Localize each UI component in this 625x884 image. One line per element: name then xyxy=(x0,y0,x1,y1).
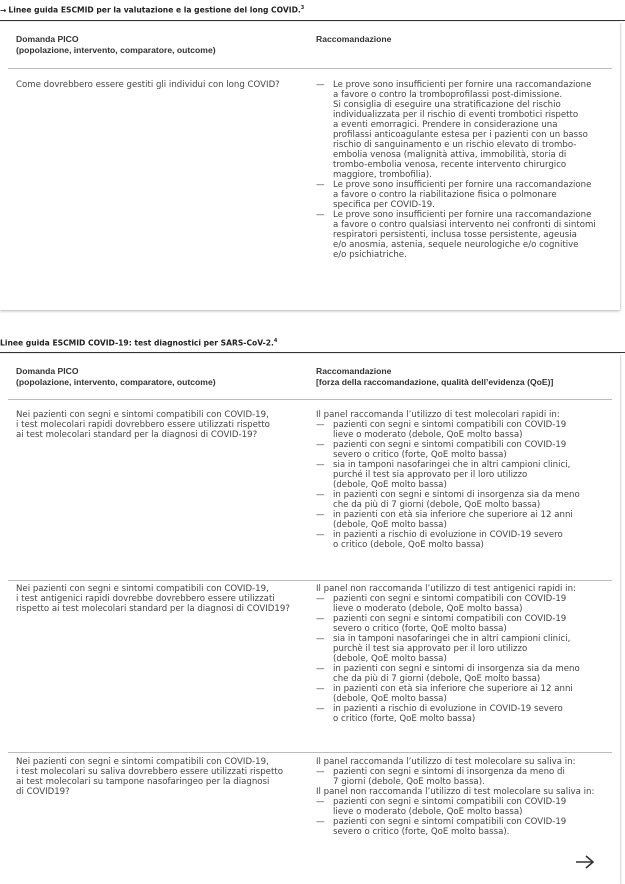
bullet-line: pazienti con segni e sintomi compatibili con COVID-19 xyxy=(333,420,567,430)
bullet-line: o critico (forte, QoE molto bassa) xyxy=(333,714,476,724)
table1-row1-question xyxy=(16,80,301,90)
table2-box xyxy=(0,354,620,884)
bullet-line: in pazienti con età sia inferiore che superiore ai 12 anni xyxy=(333,684,573,694)
table2-row1-question xyxy=(16,410,301,440)
bullet-line: rischio di sanguinamento e un rischio elevato di trombo- xyxy=(333,140,577,150)
bullet-line: purché il test sia approvato per il loro utilizzo xyxy=(333,470,528,480)
dash-icon: — xyxy=(316,767,325,777)
bullet-line: e/o anosmia, astenia, sequele neurologiche e/o cognitive xyxy=(333,240,579,250)
recommendation-intro: Il panel non raccomanda l’utilizzo di test molecolare su saliva in: xyxy=(316,787,595,797)
bullet-line: severo o critico (forte, QoE molto bassa) xyxy=(333,450,507,460)
recommendation-bullet xyxy=(316,510,616,530)
dash-icon: — xyxy=(316,210,325,220)
dash-icon: — xyxy=(316,594,325,604)
recommendation-bullet xyxy=(316,210,616,260)
question-line: di COVID19? xyxy=(16,787,70,797)
bullet-line: in pazienti con età sia inferiore che superiore ai 12 anni xyxy=(333,510,573,520)
bullet-line: in pazienti a rischio di evoluzione in COVID-19 severo xyxy=(333,704,563,714)
table1-box xyxy=(0,22,620,310)
recommendation-bullet xyxy=(316,180,616,210)
bullet-line: pazienti con segni e sintomi compatibili con COVID-19 xyxy=(333,594,567,604)
question-line: Nei pazienti con segni e sintomi compatibili con COVID-19, xyxy=(16,410,269,420)
bullet-line: specifica per COVID-19. xyxy=(333,200,435,210)
recommendation-intro: Il panel non raccomanda l’utilizzo di test antigenici rapidi in: xyxy=(316,584,576,594)
recommendation-bullet xyxy=(316,614,616,634)
bullet-line: a favore o contro la riabilitazione fisica o polmonare xyxy=(333,190,557,200)
bullet-line: sia in tamponi nasofaringei che in altri campioni clinici, xyxy=(333,634,571,644)
bullet-line: (debole, QoE molto bassa) xyxy=(333,520,447,530)
table1-header-rec: Raccomandazione xyxy=(316,34,392,44)
table2-row3-question xyxy=(16,757,301,797)
bullet-line: a favore o contro qualsiasi intervento nei confronti di sintomi xyxy=(333,220,596,230)
bullet-line: severo o critico (forte, QoE molto bassa). xyxy=(333,827,510,837)
dash-icon: — xyxy=(316,460,325,470)
dash-icon: — xyxy=(316,614,325,624)
bullet-line: severo o critico (forte, QoE molto bassa) xyxy=(333,624,507,634)
recommendation-bullet xyxy=(316,490,616,510)
table2-header-separator xyxy=(8,399,612,400)
table2-section xyxy=(0,338,625,878)
bullet-line: che da più di 7 giorni (debole, QoE molto bassa) xyxy=(333,500,541,510)
table1-row1-recommendation xyxy=(316,80,616,260)
bullet-line: 7 giorni (debole, QoE molto bassa). xyxy=(333,777,485,787)
table2-rule xyxy=(0,352,625,353)
question-line: rispetto ai test molecolari standard per la diagnosi di COVID19? xyxy=(16,604,290,614)
table1-section xyxy=(0,5,625,310)
bullet-line: Le prove sono insufficienti per fornire una raccomandazione xyxy=(333,80,592,90)
dash-icon: — xyxy=(316,180,325,190)
recommendation-bullet xyxy=(316,440,616,460)
table2-ref: 4 xyxy=(273,338,278,344)
bullet-line: a eventi emorragici. Prendere in considerazione una xyxy=(333,120,558,130)
bullet-line: in pazienti con segni e sintomi di insorgenza sia da meno xyxy=(333,664,580,674)
question-line: i test antigenici rapidi dovrebbe dovrebbero essere utilizzati xyxy=(16,594,275,604)
bullet-line: pazienti con segni e sintomi compatibili con COVID-19 xyxy=(333,817,567,827)
table2-row2-recommendation xyxy=(316,584,616,724)
recommendation-bullet xyxy=(316,530,616,550)
table1-title: → Linee guida ESCMID per la valutazione e la gestione del long COVID.$^3$ xyxy=(0,5,305,15)
recommendation-intro: Il panel raccomanda l’utilizzo di test molecolari rapidi in: xyxy=(316,410,560,420)
table2-row2-question xyxy=(16,584,301,614)
table1-rule xyxy=(0,20,625,21)
recommendation-bullet xyxy=(316,684,616,704)
recommendation-bullet xyxy=(316,664,616,684)
question-line: ai test molecolari standard per la diagnosi di COVID-19? xyxy=(16,430,258,440)
recommendation-bullet xyxy=(316,80,616,180)
recommendation-bullet xyxy=(316,704,616,724)
table1-header-separator xyxy=(8,68,612,69)
dash-icon: — xyxy=(316,80,325,90)
question-line: ai test molecolari su tampone nasofaringeo per la diagnosi xyxy=(16,777,270,787)
recommendation-bullet xyxy=(316,460,616,490)
bullet-line: Le prove sono insufficienti per fornire una raccomandazione xyxy=(333,210,592,220)
dash-icon: — xyxy=(316,817,325,827)
bullet-line: purchè il test sia approvato per il loro utilizzo xyxy=(333,644,528,654)
bullet-line: a favore o contro la tromboprofilassi post-dimissione. xyxy=(333,90,563,100)
dash-icon: — xyxy=(316,510,325,520)
bullet-line: (debole, QoE molto bassa) xyxy=(333,694,447,704)
recommendation-bullet xyxy=(316,420,616,440)
dash-icon: — xyxy=(316,420,325,430)
right-arrow-icon: → xyxy=(0,5,7,15)
question-line: Nei pazienti con segni e sintomi compatibili con COVID-19, xyxy=(16,584,269,594)
bullet-line: individualizzata per il rischio di eventi trombotici rispetto xyxy=(333,110,579,120)
dash-icon: — xyxy=(316,530,325,540)
recommendation-bullet xyxy=(316,594,616,614)
table2-row1-separator xyxy=(8,580,612,581)
question-line: Come dovrebbero essere gestiti gli individui con long COVID? xyxy=(16,80,280,90)
dash-icon: — xyxy=(316,634,325,644)
bullet-line: embolia venosa (malignità attiva, immobilità, storia di xyxy=(333,150,567,160)
recommendation-bullet xyxy=(316,817,616,837)
next-page-arrow-icon[interactable] xyxy=(574,854,596,870)
table1-header-pico: Domanda PICO (popolazione, intervento, comparatore, outcome) xyxy=(16,34,216,55)
table2-title: Linee guida ESCMID COVID-19: test diagnostici per SARS-CoV-2.$^4$ xyxy=(0,338,278,348)
recommendation-bullet xyxy=(316,767,616,787)
bullet-line: lieve o moderato (debole, QoE molto bassa) xyxy=(333,807,523,817)
table2-header-rec: Raccomandazione [forza della raccomandazione, qualità dell’evidenza (QoE)] xyxy=(316,366,554,387)
dash-icon: — xyxy=(316,664,325,674)
bullet-line: trombo-embolia venosa, recente intervento chirurgico xyxy=(333,160,567,170)
table1-ref: 3 xyxy=(300,5,305,11)
bullet-line: Si consiglia di eseguire una stratificazione del rischio xyxy=(333,100,561,110)
recommendation-bullet xyxy=(316,634,616,664)
table2-row3-recommendation xyxy=(316,757,616,837)
dash-icon: — xyxy=(316,440,325,450)
bullet-line: sia in tamponi nasofaringei che in altri campioni clinici, xyxy=(333,460,571,470)
bullet-line: lieve o moderato (debole, QoE molto bassa) xyxy=(333,604,523,614)
bullet-line: maggiore, trombofilia). xyxy=(333,170,432,180)
table2-row2-separator xyxy=(8,752,612,753)
bullet-line: (debole, QoE molto bassa) xyxy=(333,480,447,490)
bullet-line: lieve o moderato (debole, QoE molto bassa) xyxy=(333,430,523,440)
bullet-line: pazienti con segni e sintomi compatibili con COVID-19 xyxy=(333,440,567,450)
recommendation-intro: Il panel raccomanda l’utilizzo di test molecolare su saliva in: xyxy=(316,757,576,767)
dash-icon: — xyxy=(316,684,325,694)
table2-header-pico: Domanda PICO (popolazione, intervento, comparatore, outcome) xyxy=(16,366,216,387)
question-line: i test molecolari rapidi dovrebbero essere utilizzati rispetto xyxy=(16,420,270,430)
bullet-line: profilassi anticoagulante estesa per i pazienti con un basso xyxy=(333,130,588,140)
bullet-line: in pazienti a rischio di evoluzione in COVID-19 severo xyxy=(333,530,563,540)
bullet-line: pazienti con segni e sintomi compatibili con COVID-19 xyxy=(333,797,567,807)
bullet-line: in pazienti con segni e sintomi di insorgenza sia da meno xyxy=(333,490,580,500)
question-line: i test molecolari su saliva dovrebbero essere utilizzati rispetto xyxy=(16,767,283,777)
bullet-line: e/o psichiatriche. xyxy=(333,250,407,260)
bullet-line: pazienti con segni e sintomi compatibili con COVID-19 xyxy=(333,614,567,624)
dash-icon: — xyxy=(316,490,325,500)
bullet-line: respiratori persistenti, inclusa tosse persistente, ageusia xyxy=(333,230,577,240)
recommendation-bullet xyxy=(316,797,616,817)
question-line: Nei pazienti con segni e sintomi compatibili con COVID-19, xyxy=(16,757,269,767)
bullet-line: che da più di 7 giorni (debole, QoE molto bassa) xyxy=(333,674,541,684)
bullet-line: (debole, QoE molto bassa) xyxy=(333,654,447,664)
table2-row1-recommendation xyxy=(316,410,616,550)
dash-icon: — xyxy=(316,704,325,714)
bullet-line: pazienti con segni e sintomi di insorgenza da meno di xyxy=(333,767,565,777)
bullet-line: o critico (debole, QoE molto bassa) xyxy=(333,540,484,550)
bullet-line: Le prove sono insufficienti per fornire una raccomandazione xyxy=(333,180,592,190)
dash-icon: — xyxy=(316,797,325,807)
